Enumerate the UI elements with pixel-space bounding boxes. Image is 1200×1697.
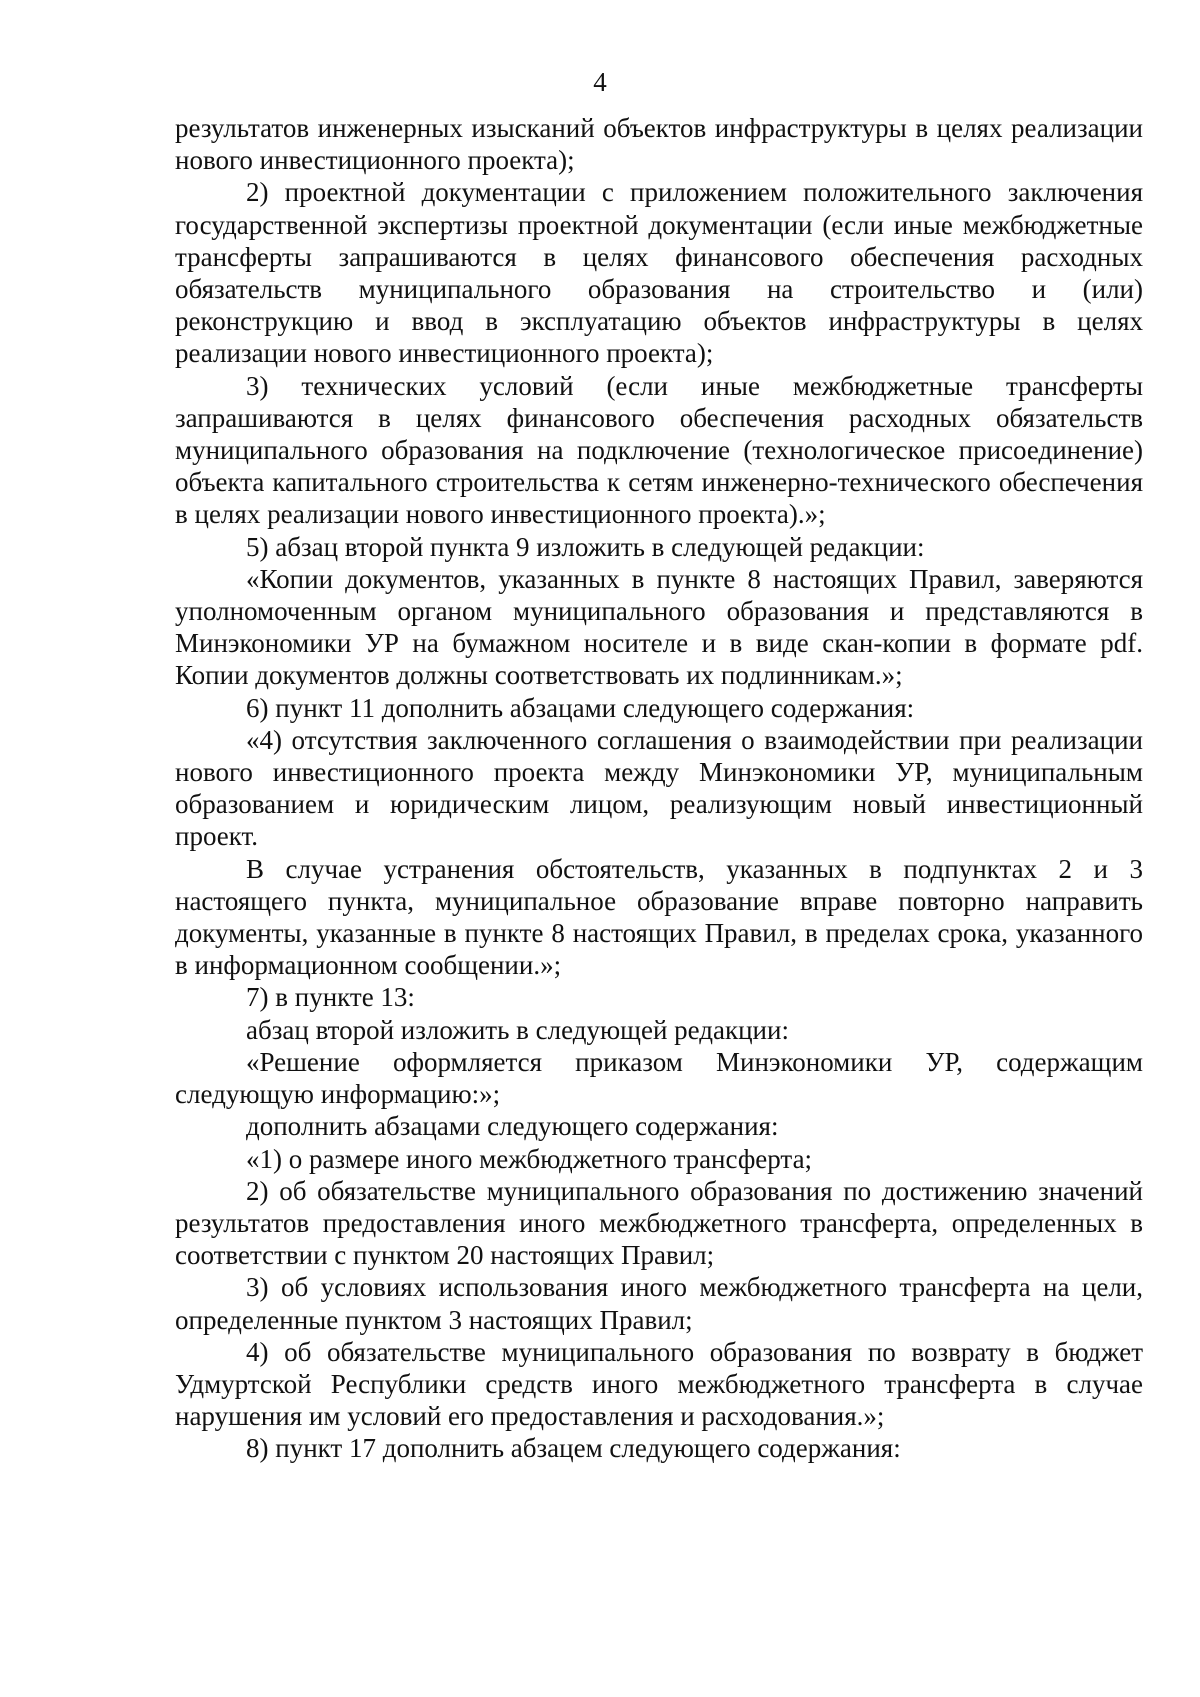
paragraph-item-3: 3) технических условий (если иные межбюджетные трансферты запрашиваются в целях финансового обеспечения расходных обязательств муниципального образования на подключение (технологическое присоединение) объекта капитального строительства к сетям инженерно-технического обеспечения в целях реализации нового инвестиционного проекта).»; xyxy=(175,370,1143,530)
paragraph-list-item-4: 4) об обязательстве муниципального образования по возврату в бюджет Удмуртской Республики средств иного межбюджетного трансферта в случае нарушения им условий его предоставления и расходования.»; xyxy=(175,1336,1143,1432)
paragraph-elimination-case: В случае устранения обстоятельств, указанных в подпунктах 2 и 3 настоящего пункта, муниципальное образование вправе повторно направить документы, указанные в пункте 8 настоящих Правил, в пределах срока, указанного в информационном сообщении.»; xyxy=(175,853,1143,981)
paragraph-amendment-6: 6) пункт 11 дополнить абзацами следующего содержания: xyxy=(246,692,915,723)
paragraph-item-2: 2) проектной документации с приложением положительного заключения государственной экспертизы проектной документации (если иные межбюджетные трансферты запрашиваются в целях финансового обеспечения расходных обязательств муниципального образования на строительство и (или) реконструкцию и ввод в эксплуатацию объектов инфраструктуры в целях реализации нового инвестиционного проекта); xyxy=(175,177,1143,369)
paragraph-list-item-1: «1) о размере иного межбюджетного трансферта; xyxy=(246,1143,813,1174)
document-body xyxy=(175,112,1143,1465)
paragraph-amendment-8: 8) пункт 17 дополнить абзацем следующего содержания: xyxy=(246,1433,901,1464)
paragraph-add-abzacs: дополнить абзацами следующего содержания: xyxy=(246,1111,779,1142)
paragraph-quote-item-4: «4) отсутствия заключенного соглашения о взаимодействии при реализации нового инвестиционного проекта между Минэкономики УР, муниципальным образованием и юридическим лицом, реализующим новый инвестиционный проект. xyxy=(175,724,1143,852)
paragraph-quote-copies: «Копии документов, указанных в пункте 8 настоящих Правил, заверяются уполномоченным органом муниципального образования и представляются в Минэкономики УР на бумажном носителе и в виде скан-копии в формате pdf. Копии документов должны соответствовать их подлинникам.»; xyxy=(175,563,1143,691)
page-number: 4 xyxy=(593,67,607,97)
paragraph-continuation: результатов инженерных изысканий объектов инфраструктуры в целях реализации нового инвестиционного проекта); xyxy=(175,113,1143,176)
paragraph-quote-decision: «Решение оформляется приказом Минэкономики УР, содержащим следующую информацию:»; xyxy=(175,1046,1143,1110)
paragraph-second-abzac: абзац второй изложить в следующей редакции: xyxy=(246,1014,789,1045)
paragraph-amendment-5: 5) абзац второй пункта 9 изложить в следующей редакции: xyxy=(246,531,925,562)
paragraph-amendment-7: 7) в пункте 13: xyxy=(246,982,415,1013)
paragraph-list-item-3: 3) об условиях использования иного межбюджетного трансферта на цели, определенные пунктом 3 настоящих Правил; xyxy=(175,1272,1143,1335)
paragraph-list-item-2: 2) об обязательстве муниципального образования по достижению значений результатов предоставления иного межбюджетного трансферта, определенных в соответствии с пунктом 20 настоящих Правил; xyxy=(175,1175,1143,1271)
